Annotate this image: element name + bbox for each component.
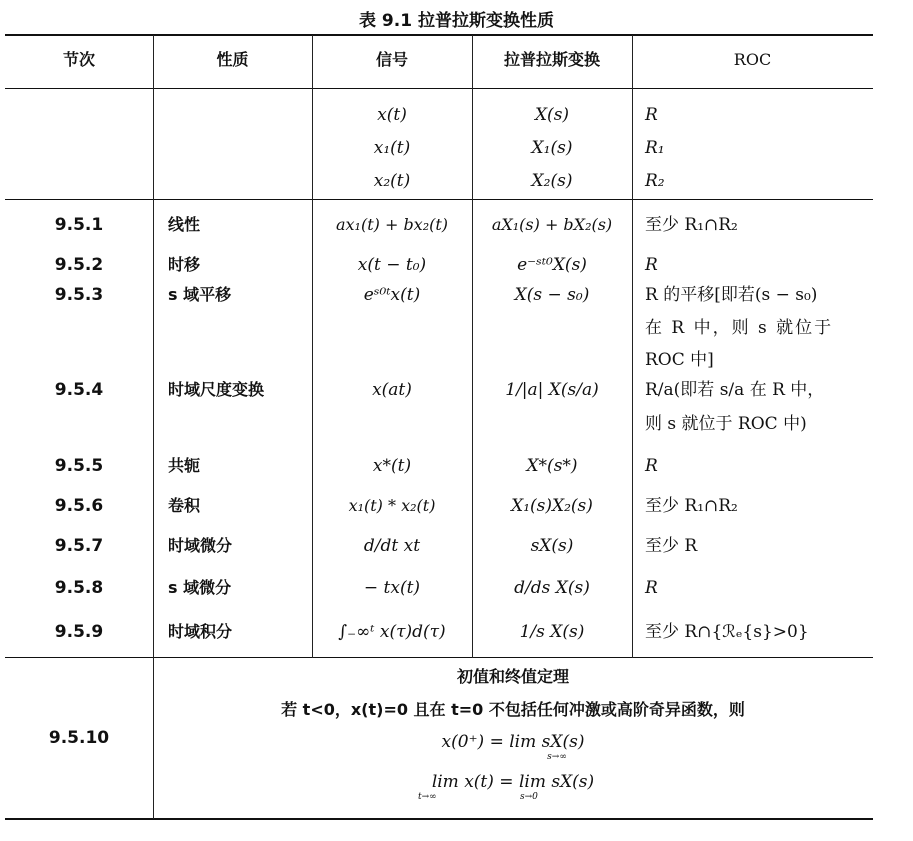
final-value-theorem: lim x(t) = lim sX(s) — [431, 772, 595, 792]
transform-9-5-2: e⁻ˢᵗ⁰X(s) — [517, 255, 587, 275]
theorem-title: 初值和终值定理 — [456, 667, 569, 686]
property-convolution: 卷积 — [168, 496, 201, 515]
transform-9-5-1: aX₁(s) + bX₂(s) — [491, 215, 613, 234]
signal-9-5-3: eˢ⁰ᵗx(t) — [363, 285, 421, 305]
property-time-shift: 时移 — [168, 255, 201, 274]
theorem-condition: 若 t<0，x(t)=0 且在 t=0 不包括任何冲激或高阶奇异函数，则 — [281, 700, 745, 719]
transform-9-5-3: X(s − s₀) — [514, 285, 590, 305]
signal-9-5-9: ∫₋∞ᵗ x(τ)d(τ) — [338, 622, 446, 642]
signal-9-5-7: d/dt xt — [363, 536, 421, 556]
roc-9-5-1: 至少 R₁∩R₂ — [645, 215, 738, 235]
roc-9-5-5: R — [645, 456, 658, 476]
base-transform-1: X₁(s) — [531, 138, 573, 158]
transform-9-5-4: 1/|a| X(s/a) — [505, 380, 599, 400]
roc-9-5-9: 至少 R∩{ℛₑ{s}>0} — [645, 622, 809, 642]
transform-9-5-5: X*(s*) — [526, 456, 578, 476]
roc-9-5-3-line2: 在 R 中，则 s 就位于 — [645, 318, 834, 338]
base-signal-1: x₁(t) — [373, 138, 411, 158]
signal-9-5-4: x(at) — [372, 380, 412, 400]
base-signal-0: x(t) — [377, 105, 407, 125]
roc-9-5-8: R — [645, 578, 658, 598]
roc-9-5-3-line3: ROC 中] — [645, 350, 714, 370]
property-time-integration: 时域积分 — [168, 622, 233, 641]
signal-9-5-8: − tx(t) — [363, 578, 421, 598]
base-rows-rule — [5, 199, 873, 200]
property-time-scaling: 时域尺度变换 — [168, 380, 265, 399]
roc-9-5-3-line1: R 的平移[即若(s − s₀) — [645, 285, 818, 305]
roc-9-5-4-line2: 则 s 就位于 ROC 中) — [645, 414, 807, 434]
bottom-rule — [5, 818, 873, 820]
final-row-rule — [5, 657, 873, 658]
final-value-limit-sub-2: s→0 — [520, 792, 538, 802]
col-divider-2 — [312, 35, 313, 658]
section-9-5-7: 9.5.7 — [54, 536, 104, 556]
signal-9-5-2: x(t − t₀) — [357, 255, 427, 275]
header-property: 性质 — [216, 50, 249, 69]
property-linearity: 线性 — [168, 215, 201, 234]
signal-9-5-5: x*(t) — [372, 456, 412, 476]
transform-9-5-8: d/ds X(s) — [514, 578, 590, 598]
section-9-5-5: 9.5.5 — [54, 456, 104, 476]
section-9-5-4: 9.5.4 — [54, 380, 104, 400]
property-conjugation: 共轭 — [168, 456, 201, 475]
section-9-5-3: 9.5.3 — [54, 285, 104, 305]
property-time-differentiation: 时域微分 — [168, 536, 233, 555]
base-roc-1: R₁ — [645, 138, 665, 158]
roc-9-5-6: 至少 R₁∩R₂ — [645, 496, 738, 516]
col-divider-4 — [632, 35, 633, 658]
header-transform: 拉普拉斯变换 — [503, 50, 600, 69]
final-value-limit-sub-1: t→∞ — [418, 792, 437, 802]
section-9-5-9: 9.5.9 — [54, 622, 104, 642]
signal-9-5-1: ax₁(t) + bx₂(t) — [335, 215, 449, 234]
section-9-5-10: 9.5.10 — [48, 728, 110, 748]
header-section: 节次 — [62, 50, 95, 69]
base-roc-0: R — [645, 105, 658, 125]
section-9-5-8: 9.5.8 — [54, 578, 104, 598]
header-roc: ROC — [733, 50, 772, 69]
section-9-5-6: 9.5.6 — [54, 496, 104, 516]
signal-9-5-6: x₁(t) * x₂(t) — [348, 496, 436, 515]
initial-value-limit-sub: s→∞ — [547, 752, 567, 762]
base-transform-2: X₂(s) — [531, 171, 573, 191]
roc-9-5-7: 至少 R — [645, 536, 698, 556]
section-9-5-1: 9.5.1 — [54, 215, 104, 235]
section-9-5-2: 9.5.2 — [54, 255, 104, 275]
roc-9-5-2: R — [645, 255, 658, 275]
base-signal-2: x₂(t) — [373, 171, 411, 191]
roc-9-5-4-line1: R/a(即若 s/a 在 R 中， — [645, 380, 825, 400]
header-signal: 信号 — [375, 50, 408, 69]
transform-9-5-9: 1/s X(s) — [519, 622, 585, 642]
base-roc-2: R₂ — [645, 171, 665, 191]
property-s-domain-shift: s 域平移 — [168, 285, 232, 304]
transform-9-5-7: sX(s) — [530, 536, 574, 556]
table-caption: 表 9.1 拉普拉斯变换性质 — [359, 11, 554, 31]
initial-value-theorem: x(0⁺) = lim sX(s) — [441, 732, 585, 752]
col-divider-3 — [472, 35, 473, 658]
header-rule — [5, 88, 873, 89]
top-rule — [5, 34, 873, 36]
transform-9-5-6: X₁(s)X₂(s) — [511, 496, 593, 516]
property-s-domain-differentiation: s 域微分 — [168, 578, 232, 597]
base-transform-0: X(s) — [534, 105, 570, 125]
